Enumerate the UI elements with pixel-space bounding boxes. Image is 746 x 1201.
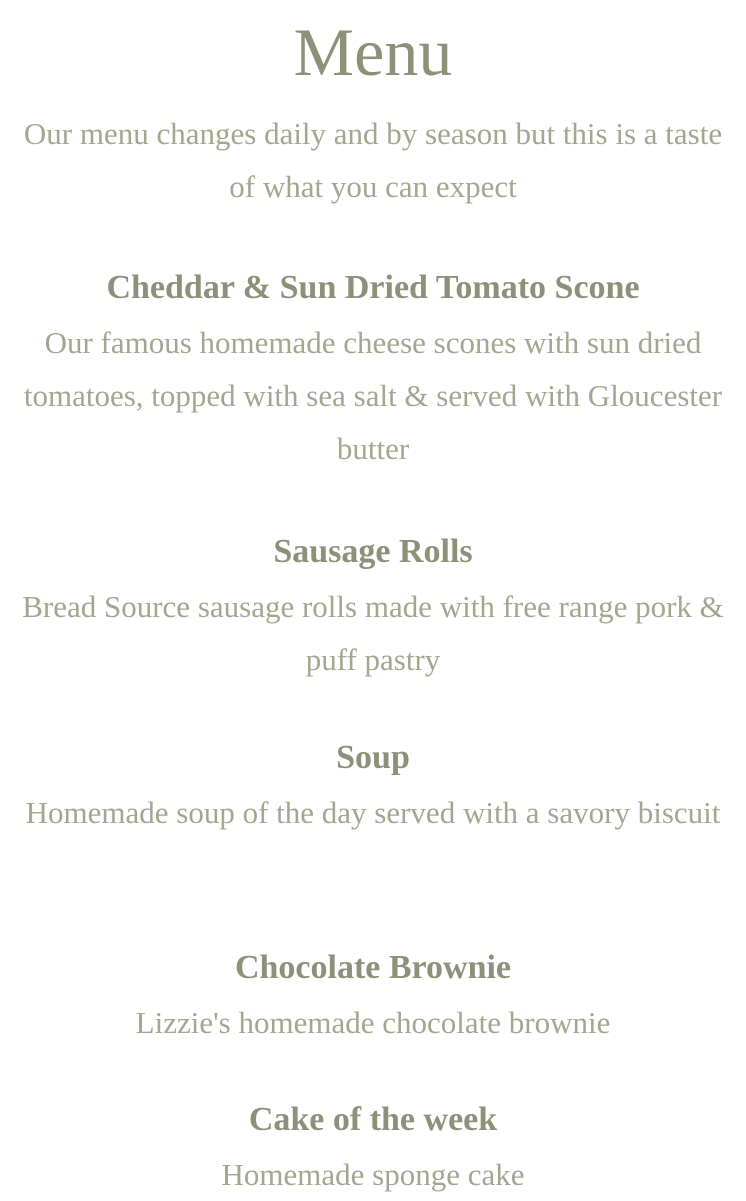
menu-item-description: Our famous homemade cheese scones with sun dried tomatoes, topped with sea salt & served with Gloucester butter [23,325,723,466]
page-title: Menu [293,14,453,90]
menu-item-name: Sausage Rolls [273,533,473,570]
menu-intro: Our menu changes daily and by season but this is a taste of what you can expect [23,116,723,204]
menu-item [12,736,734,839]
menu-item-name: Cake of the week [248,1101,498,1138]
menu-item-description: Homemade soup of the day served with a savory biscuit [25,795,721,830]
menu-item [12,946,734,1049]
menu-item-name: Soup [336,739,410,776]
menu-item [12,1098,734,1201]
menu-item-name: Cheddar & Sun Dried Tomato Scone [106,269,640,306]
menu-item-description: Lizzie's homemade chocolate brownie [135,1005,611,1040]
menu-item-description: Bread Source sausage rolls made with free range pork & puff pastry [22,589,724,677]
menu-item-description: Homemade sponge cake [221,1157,525,1192]
menu-item-name: Chocolate Brownie [234,949,512,986]
menu-item [12,530,734,686]
menu-item [12,266,734,475]
